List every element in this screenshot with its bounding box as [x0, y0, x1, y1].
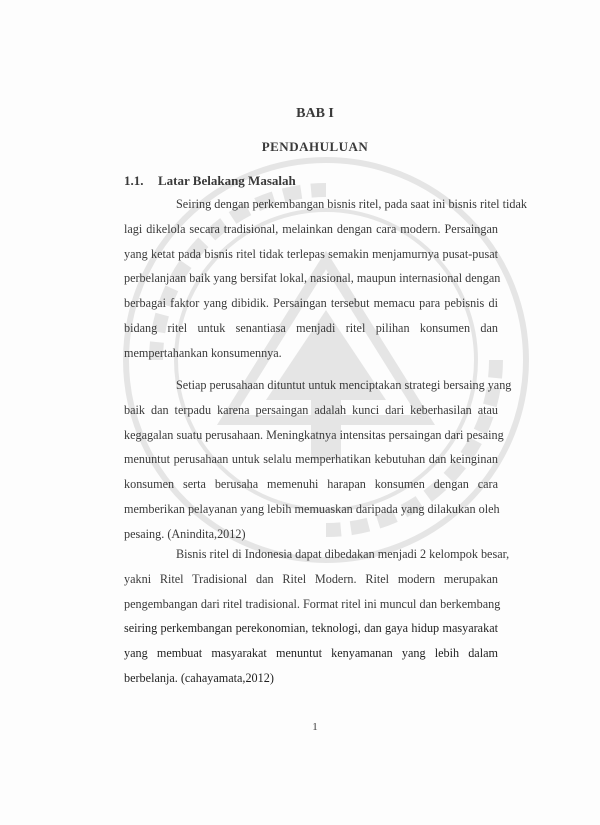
paragraph-line: Seiring dengan perkembangan bisnis ritel, pada saat ini bisnis ritel tidak: [176, 197, 527, 211]
paragraph-line: pengembangan dari ritel tradisional. Format ritel ini muncul dan berkembang: [124, 596, 501, 611]
paragraph-line: kegagalan suatu perusahaan. Meningkatnya intensitas persaingan dari pesaing: [124, 427, 504, 442]
paragraph-3: [124, 542, 510, 691]
paragraph-line: yang membuat masyarakat menuntut kenyamanan yang lebih dalam: [124, 646, 498, 661]
chapter-subtitle: PENDAHULUAN: [261, 139, 369, 154]
paragraph-line: menuntut perusahaan untuk selalu memperhatikan kebutuhan dan keinginan: [124, 452, 498, 467]
paragraph-line: baik dan terpadu karena persaingan adalah kunci dari keberhasilan atau: [124, 402, 498, 417]
paragraph-line: Bisnis ritel di Indonesia dapat dibedakan menjadi 2 kelompok besar,: [176, 547, 510, 561]
paragraph-line: yakni Ritel Tradisional dan Ritel Modern. Ritel modern merupakan: [124, 571, 498, 586]
paragraph-line: Setiap perusahaan dituntut untuk menciptakan strategi bersaing yang: [176, 378, 512, 392]
paragraph-line: memberikan pelayanan yang lebih memuaskan daripada yang dilakukan oleh: [124, 501, 500, 516]
paragraph-1: [124, 192, 527, 366]
section-heading: [124, 173, 296, 189]
page-number: 1: [312, 721, 318, 733]
paragraph-line: berbelanja. (cahayamata,2012): [124, 670, 274, 685]
paragraph-line: konsumen serta berusaha memenuhi harapan konsumen dengan cara: [124, 477, 498, 492]
paragraph-line: berbagai faktor yang dibidik. Persaingan tersebut memacu para pebisnis di: [124, 296, 498, 311]
paragraph-line: perbelanjaan baik yang bersifat lokal, nasional, maupun internasional dengan: [124, 271, 501, 286]
paragraph-line: pesaing. (Anindita,2012): [124, 526, 246, 541]
section-number: 1.1.: [124, 173, 144, 188]
chapter-title: BAB I: [296, 106, 334, 121]
paragraph-line: lagi dikelola secara tradisional, melainkan dengan cara modern. Persaingan: [124, 221, 498, 236]
paragraph-line: bidang ritel untuk senantiasa menjadi ritel pilihan konsumen dan: [124, 320, 498, 335]
paragraph-line: seiring perkembangan perekonomian, teknologi, dan gaya hidup masyarakat: [124, 621, 498, 636]
section-title: Latar Belakang Masalah: [158, 173, 296, 188]
paragraph-line: mempertahankan konsumennya.: [124, 345, 282, 360]
paragraph-2: [124, 373, 512, 547]
paragraph-line: yang ketat pada bisnis ritel tidak terlepas semakin menjamurnya pusat-pusat: [124, 246, 498, 261]
